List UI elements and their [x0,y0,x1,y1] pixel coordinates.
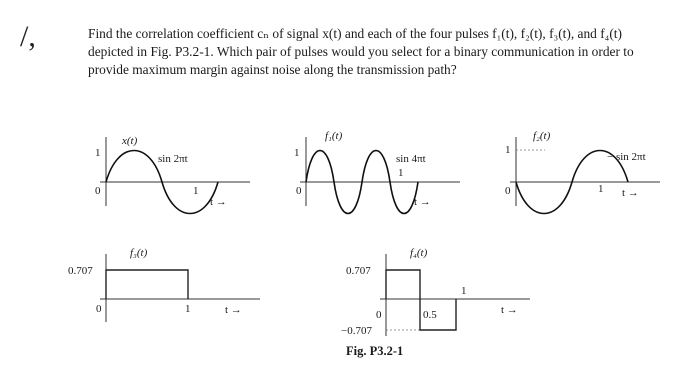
f4-ytick-pos: 0.707 [346,265,371,277]
panel-f2 [505,130,660,214]
panel-f3 [68,247,260,322]
f4-xtick: 1 [461,285,467,297]
f4-pulse [386,270,456,330]
x-xtick: 1 [193,185,199,197]
f2-ytick: 1 [505,144,511,156]
f1-origin: 0 [296,185,302,197]
f1-xtick: 1 [398,167,404,179]
figure-caption: Fig. P3.2-1 [346,344,404,358]
f2-xtick: 1 [598,183,604,195]
x-ytick: 1 [95,147,101,159]
f4-xtick-mid: 0.5 [423,309,437,321]
f1-t-arrow: t → [414,196,431,208]
problem-statement: Find the correlation coefficient cₙ of signal x(t) and each of the four pulses f₁(t), f₂(t), f₃(t), and f₄(t) depicted in Fig. P3.2-1. Which pair of pulses would you select for a binary communication in order to provide maximum margin against noise along the transmission path? [88,26,634,77]
panel-f4 [341,247,530,337]
x-expression: sin 2πt [158,153,188,165]
panel-f1 [294,130,460,214]
f2-t-arrow: t → [622,187,639,199]
f3-ytick: 0.707 [68,265,93,277]
f4-function-label: f₄(t) [410,247,428,259]
panel-x [95,135,250,214]
f3-t-arrow: t → [225,304,242,316]
f4-origin: 0 [376,309,382,321]
f3-pulse [106,270,188,299]
x-origin: 0 [95,185,101,197]
f2-expression: − sin 2πt [607,151,646,163]
f1-ytick: 1 [294,147,300,159]
problem-number: /, [20,20,36,53]
f2-function-label: f₂(t) [533,130,551,142]
x-function-label: x(t) [122,135,138,147]
x-t-arrow: t → [210,196,227,208]
f1-expression: sin 4πt [396,153,426,165]
f2-origin: 0 [505,185,511,197]
f4-ytick-neg: −0.707 [341,325,372,337]
f3-function-label: f₃(t) [130,247,148,259]
f4-t-arrow: t → [501,304,518,316]
f1-function-label: f₁(t) [325,130,343,142]
f3-origin: 0 [96,303,102,315]
f3-xtick: 1 [185,303,191,315]
